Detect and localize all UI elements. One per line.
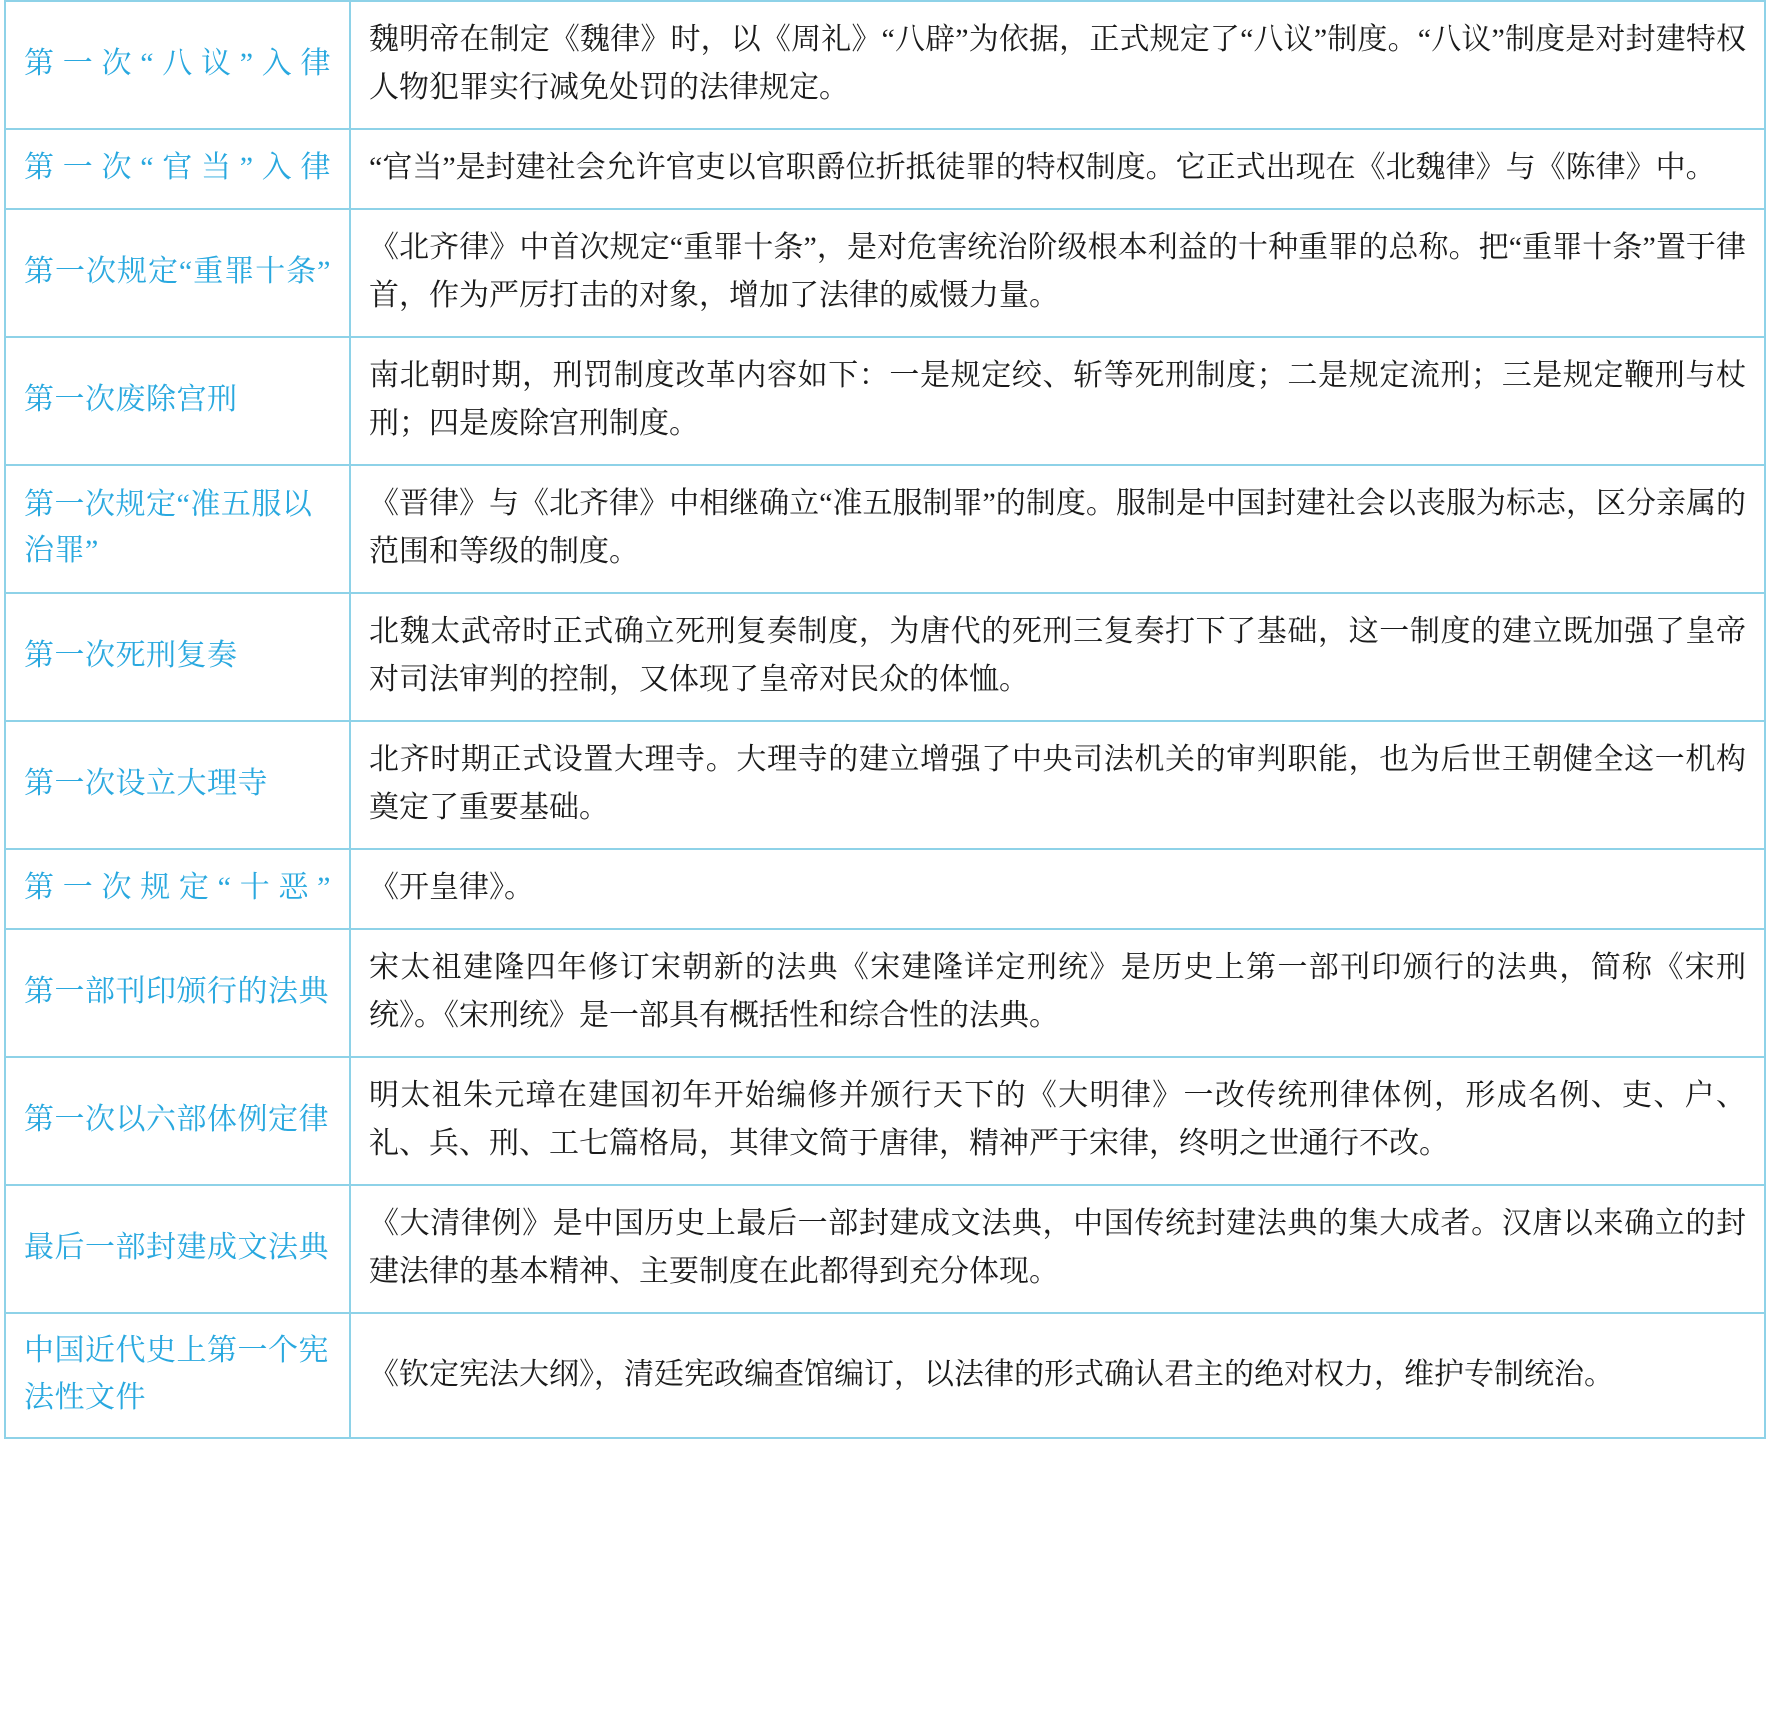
table-row	[5, 1313, 1765, 1438]
table-row	[5, 129, 1765, 209]
table-row	[5, 593, 1765, 721]
table-row	[5, 1, 1765, 129]
description-cell: 北齐时期正式设置大理寺。大理寺的建立增强了中央司法机关的审判职能，也为后世王朝健全这一机构奠定了重要基础。	[350, 721, 1765, 849]
description-cell: 宋太祖建隆四年修订宋朝新的法典《宋建隆详定刑统》是历史上第一部刊印颁行的法典，简称《宋刑统》。《宋刑统》是一部具有概括性和综合性的法典。	[350, 929, 1765, 1057]
table-row	[5, 465, 1765, 593]
table-row	[5, 337, 1765, 465]
term-cell: 第一次废除宫刑	[5, 337, 350, 465]
table-body	[5, 1, 1765, 1438]
description-cell: 魏明帝在制定《魏律》时，以《周礼》“八辟”为依据，正式规定了“八议”制度。“八议”制度是对封建特权人物犯罪实行减免处罚的法律规定。	[350, 1, 1765, 129]
term-cell: 第一次死刑复奏	[5, 593, 350, 721]
table-row	[5, 849, 1765, 929]
description-cell: 《晋律》与《北齐律》中相继确立“准五服制罪”的制度。服制是中国封建社会以丧服为标志，区分亲属的范围和等级的制度。	[350, 465, 1765, 593]
term-cell: 第一次规定“准五服以治罪”	[5, 465, 350, 593]
term-cell: 第一次规定“重罪十条”	[5, 209, 350, 337]
term-cell: 最后一部封建成文法典	[5, 1185, 350, 1313]
description-cell: 《钦定宪法大纲》，清廷宪政编查馆编订，以法律的形式确认君主的绝对权力，维护专制统治。	[350, 1313, 1765, 1438]
table-row	[5, 1185, 1765, 1313]
description-cell: 南北朝时期，刑罚制度改革内容如下：一是规定绞、斩等死刑制度；二是规定流刑；三是规定鞭刑与杖刑；四是废除宫刑制度。	[350, 337, 1765, 465]
term-cell: 第一次设立大理寺	[5, 721, 350, 849]
description-cell: 《大清律例》是中国历史上最后一部封建成文法典，中国传统封建法典的集大成者。汉唐以来确立的封建法律的基本精神、主要制度在此都得到充分体现。	[350, 1185, 1765, 1313]
law-firsts-table	[4, 0, 1766, 1439]
table-row	[5, 929, 1765, 1057]
description-cell: 北魏太武帝时正式确立死刑复奏制度，为唐代的死刑三复奏打下了基础，这一制度的建立既加强了皇帝对司法审判的控制，又体现了皇帝对民众的体恤。	[350, 593, 1765, 721]
description-cell: 《开皇律》。	[350, 849, 1765, 929]
description-cell: 《北齐律》中首次规定“重罪十条”，是对危害统治阶级根本利益的十种重罪的总称。把“重罪十条”置于律首，作为严厉打击的对象，增加了法律的威慑力量。	[350, 209, 1765, 337]
description-cell: 明太祖朱元璋在建国初年开始编修并颁行天下的《大明律》一改传统刑律体例，形成名例、吏、户、礼、兵、刑、工七篇格局，其律文简于唐律，精神严于宋律，终明之世通行不改。	[350, 1057, 1765, 1185]
term-cell: 中国近代史上第一个宪法性文件	[5, 1313, 350, 1438]
term-cell: 第一次规定“十恶”	[5, 849, 350, 929]
description-cell: “官当”是封建社会允许官吏以官职爵位折抵徒罪的特权制度。它正式出现在《北魏律》与《陈律》中。	[350, 129, 1765, 209]
table-row	[5, 1057, 1765, 1185]
table-row	[5, 209, 1765, 337]
term-cell: 第一次“八议”入律	[5, 1, 350, 129]
term-cell: 第一部刊印颁行的法典	[5, 929, 350, 1057]
table-row	[5, 721, 1765, 849]
term-cell: 第一次“官当”入律	[5, 129, 350, 209]
term-cell: 第一次以六部体例定律	[5, 1057, 350, 1185]
